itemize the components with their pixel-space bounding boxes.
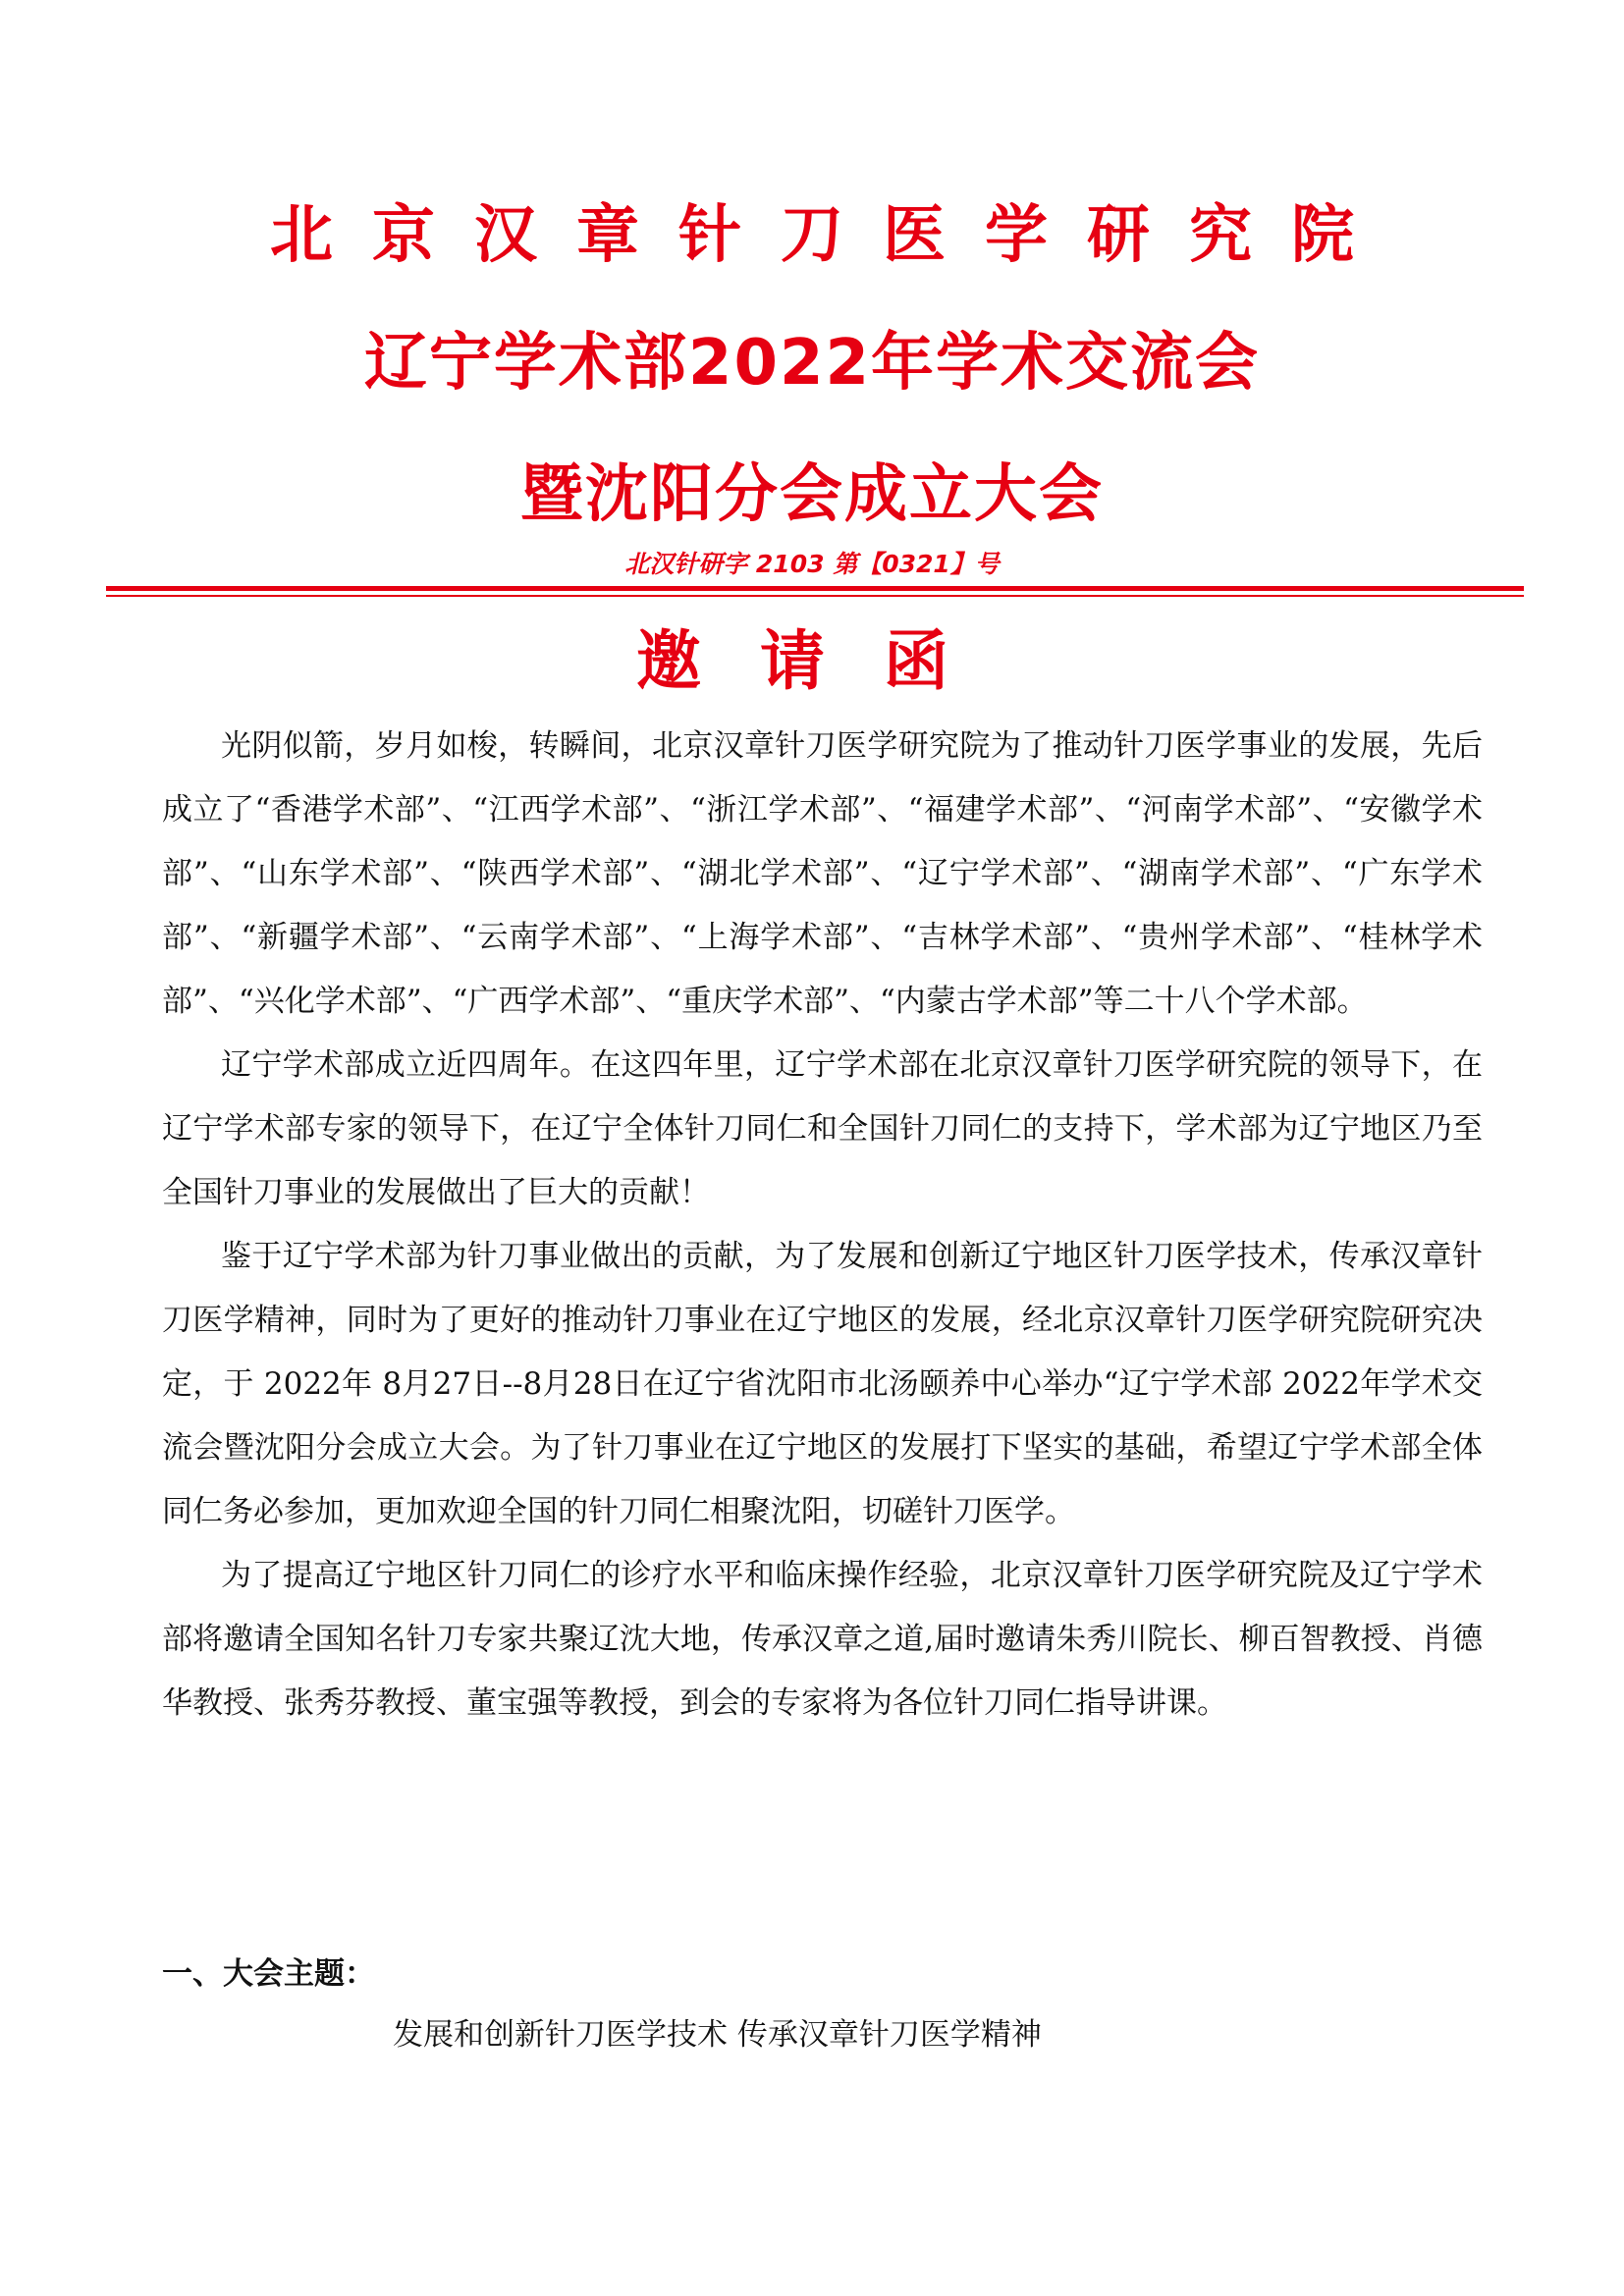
conference-theme: 发展和创新针刀医学技术 传承汉章针刀医学精神: [393, 2017, 1042, 2053]
invitation-heading: 邀请函: [636, 623, 1007, 699]
red-divider-thin: [106, 595, 1524, 597]
document-number: 北汉针研字 2103 第【0321】号: [624, 550, 1000, 578]
event-title: 辽宁学术部2022年学术交流会: [363, 327, 1261, 400]
section-title-theme: 一、大会主题：: [162, 1956, 375, 1992]
institute-title: 北京汉章针刀医学研究院: [270, 199, 1393, 272]
paragraph-intro: 光阴似箭，岁月如梭，转瞬间，北京汉章针刀医学研究院为了推动针刀医学事业的发展，先后成立了“香港学术部”、“江西学术部”、“浙江学术部”、“福建学术部”、“河南学术部”、“安徽学术部”、“山东学术部”、“陕西学术部”、“湖北学术部”、“辽宁学术部”、“湖南学术部”、“广东学术部”、“新疆学术部”、“云南学术部”、“上海学术部”、“吉林学术部”、“贵州学术部”、“桂林学术部”、“兴化学术部”、“广西学术部”、“重庆学术部”、“内蒙古学术部”等二十八个学术部。: [162, 728, 1483, 1019]
paragraph-decision: 鉴于辽宁学术部为针刀事业做出的贡献，为了发展和创新辽宁地区针刀医学技术，传承汉章针刀医学精神，同时为了更好的推动针刀事业在辽宁地区的发展，经北京汉章针刀医学研究院研究决定，于 2022年 8月27日--8月28日在辽宁省沈阳市北汤颐养中心举办“辽宁学术部 2022年学术交流会暨沈阳分会成立大会。为了针刀事业在辽宁地区的发展打下坚实的基础，希望辽宁学术部全体同仁务必参加，更加欢迎全国的针刀同仁相聚沈阳，切磋针刀医学。: [162, 1239, 1483, 1529]
red-divider-thick: [106, 586, 1524, 591]
letter-body: [162, 715, 1483, 1735]
event-subtitle: 暨沈阳分会成立大会: [520, 458, 1104, 531]
paragraph-experts: 为了提高辽宁地区针刀同仁的诊疗水平和临床操作经验，北京汉章针刀医学研究院及辽宁学术部将邀请全国知名针刀专家共聚辽沈大地，传承汉章之道,届时邀请朱秀川院长、柳百智教授、肖德华教授、张秀芬教授、董宝强等教授，到会的专家将为各位针刀同仁指导讲课。: [162, 1558, 1483, 1721]
paragraph-history: 辽宁学术部成立近四周年。在这四年里，辽宁学术部在北京汉章针刀医学研究院的领导下，在辽宁学术部专家的领导下，在辽宁全体针刀同仁和全国针刀同仁的支持下，学术部为辽宁地区乃至全国针刀事业的发展做出了巨大的贡献！: [162, 1047, 1483, 1210]
